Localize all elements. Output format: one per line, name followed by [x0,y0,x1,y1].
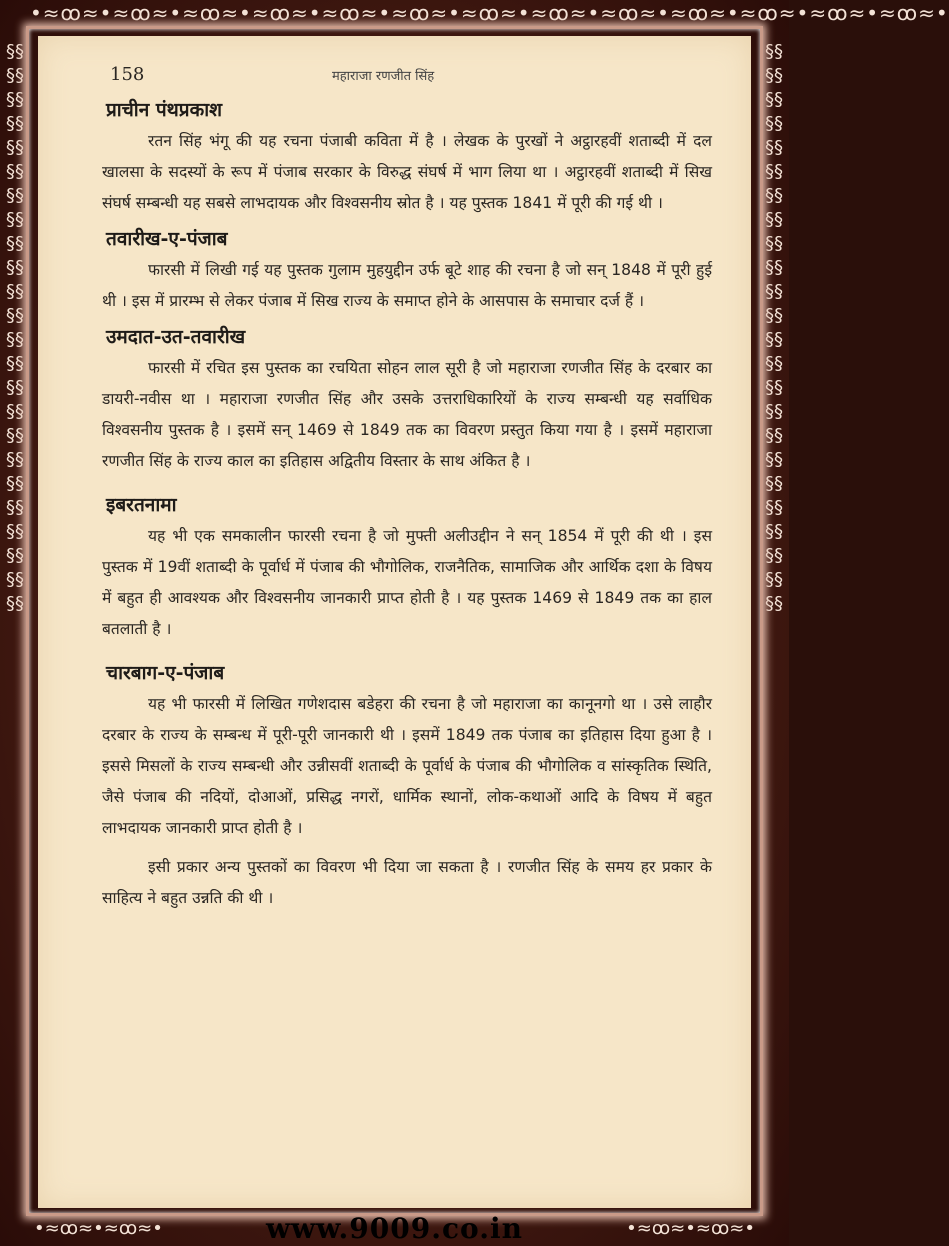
section-heading: तवारीख-ए-पंजाब [106,228,228,250]
section-paragraph: फारसी में लिखी गई यह पुस्तक गुलाम मुहयुद्दीन उर्फ बूटे शाह की रचना है जो सन् 1848 में पूरी हुई थी । इस में प्रारम्भ से लेकर पंजाब में सिख राज्य के समाप्त होने के आसपास के समाचार दर्ज हैं । [102,261,712,310]
page-header [102,60,712,90]
footer-url[interactable]: www.9009.co.in [266,1212,523,1245]
section-heading: चारबाग-ए-पंजाब [106,662,225,684]
book-page [38,36,751,1208]
running-title: महाराजा रणजीत सिंह [332,69,435,84]
section-paragraph: रतन सिंह भंगू की यह रचना पंजाबी कविता में है । लेखक के पुरखों ने अट्ठारहवीं शताब्दी में दल खालसा के सदस्यों के रूप में पंजाब सरकार के विरुद्ध संघर्ष में भाग लिया था । अट्ठारहवीं शताब्दी में सिख संघर्ष सम्बन्धी यह सबसे लाभदायक और विश्वसनीय स्रोत है । यह पुस्तक 1841 में पूरी की गई थी । [102,132,712,212]
section-heading: इबरतनामा [106,494,177,516]
page-footer [0,1212,789,1246]
top-ornament-border: •≈ꝏ≈•≈ꝏ≈•≈ꝏ≈•≈ꝏ≈•≈ꝏ≈•≈ꝏ≈•≈ꝏ≈•≈ꝏ≈•≈ꝏ≈•≈ꝏ≈•≈ꝏ≈•≈ꝏ≈•≈ꝏ≈• [30,1,949,25]
right-ornament-border: §§§§§§§§§§§§§§§§§§§§§§§§§§§§§§§§§§§§§§§§§§§§§§§§ [765,41,783,614]
section-umdat-ut-tawarikh [102,323,712,477]
section-paragraph: यह भी एक समकालीन फारसी रचना है जो मुफ्ती अलीउद्दीन ने सन् 1854 में पूरी की थी । इस पुस्तक में 19वीं शताब्दी के पूर्वार्ध में पंजाब की भौगोलिक, राजनैतिक, सामाजिक और आर्थिक दशा के विषय में बहुत ही आवश्यक और विश्वसनीय जानकारी प्राप्त होती है । यह पुस्तक 1469 से 1849 तक का हाल बतलाती है । [102,527,712,638]
closing-paragraph: इसी प्रकार अन्य पुस्तकों का विवरण भी दिया जा सकता है । रणजीत सिंह के समय हर प्रकार के साहित्य ने बहुत उन्नति की थी । [102,858,712,907]
section-ibratnama [102,491,712,645]
section-tawarikh-e-punjab [102,225,712,317]
footer-ornament-left: •≈ꝏ≈•≈ꝏ≈• [34,1218,163,1239]
section-charbagh-e-punjab [102,659,712,914]
page-content [102,60,712,914]
section-heading: प्राचीन पंथप्रकाश [106,99,223,121]
footer-ornament-right: •≈ꝏ≈•≈ꝏ≈• [626,1218,755,1239]
section-paragraph: फारसी में रचित इस पुस्तक का रचयिता सोहन लाल सूरी है जो महाराजा रणजीत सिंह के दरबार का डायरी-नवीस था । महाराजा रणजीत सिंह और उसके उत्तराधिकारियों के राज्य सम्बन्धी यह सर्वाधिक विश्वसनीय पुस्तक है । इसमें सन् 1469 से 1849 तक का विवरण प्रस्तुत किया गया है । इसमें महाराजा रणजीत सिंह के राज्य काल का इतिहास अद्वितीय विस्तार के साथ अंकित है । [102,359,712,470]
section-prachin-panthprakash [102,96,712,219]
section-paragraph: यह भी फारसी में लिखित गणेशदास बडेहरा की रचना है जो महाराजा का कानूनगो था । उसे लाहौर दरबार के राज्य के सम्बन्ध में पूरी-पूरी जानकारी थी । इसमें 1849 तक पंजाब का इतिहास दिया हुआ है । इससे मिसलों के राज्य सम्बन्धी और उन्नीसवीं शताब्दी के पूर्वार्ध के पंजाब की भौगोलिक व सांस्कृतिक स्थिति, जैसे पंजाब की नदियों, दोआओं, प्रसिद्ध नगरों, धार्मिक स्थानों, लोक-कथाओं आदि के विषय में बहुत लाभदायक जानकारी प्राप्त होती है । [102,695,712,837]
section-heading: उमदात-उत-तवारीख [106,326,246,348]
left-ornament-border: §§§§§§§§§§§§§§§§§§§§§§§§§§§§§§§§§§§§§§§§§§§§§§§§ [6,41,24,614]
page-number: 158 [110,64,145,85]
